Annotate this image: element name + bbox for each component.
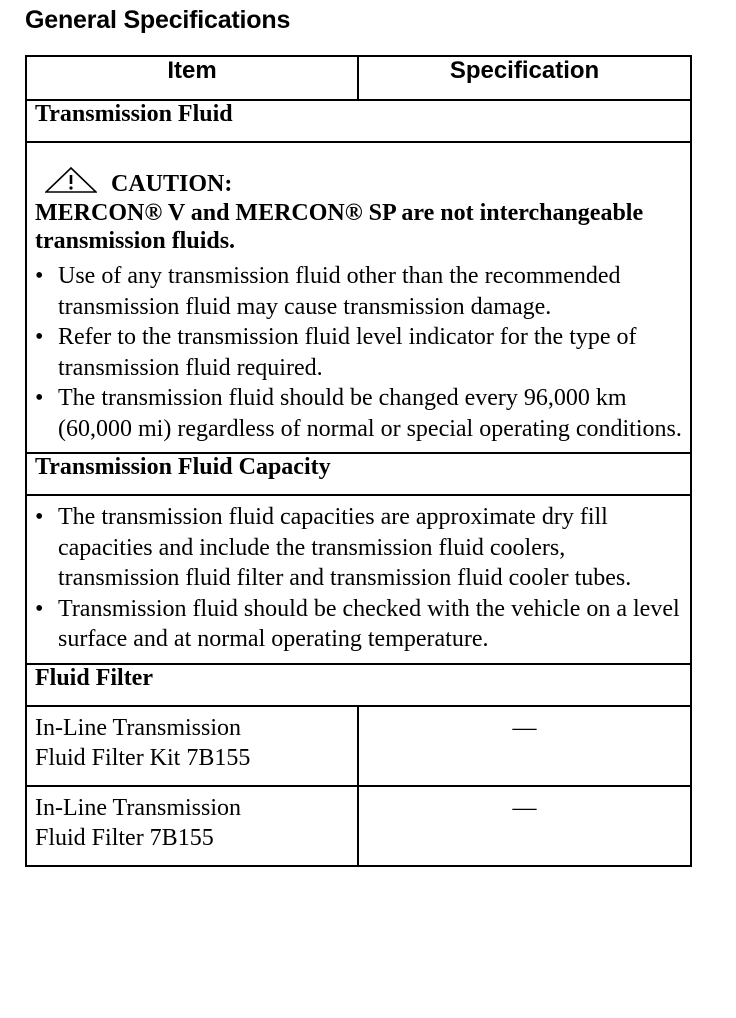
item-text-line: In-Line Transmission bbox=[35, 714, 242, 741]
section-title-transmission-fluid-capacity: Transmission Fluid Capacity bbox=[26, 453, 691, 495]
section-body-transmission-fluid bbox=[26, 142, 691, 453]
table-row bbox=[26, 706, 691, 786]
list-item: • Transmission fluid should be checked with the vehicle on a level surface and at normal operating temperature. bbox=[35, 594, 682, 655]
caution-text: MERCON® V and MERCON® SP are not interchangeable transmission fluids. bbox=[35, 200, 644, 254]
bullet-list bbox=[35, 261, 682, 444]
spec-cell: — bbox=[358, 706, 691, 786]
item-cell bbox=[26, 706, 358, 786]
bullet-list bbox=[35, 502, 682, 655]
section-row-transmission-fluid-capacity bbox=[26, 453, 691, 495]
item-text-line: Fluid Filter 7B155 bbox=[35, 825, 214, 851]
section-title-transmission-fluid: Transmission Fluid bbox=[26, 100, 691, 142]
column-header-item: Item bbox=[26, 56, 358, 100]
transmission-fluid-notes bbox=[26, 142, 691, 453]
section-row-transmission-fluid bbox=[26, 100, 691, 142]
section-row-fluid-filter bbox=[26, 664, 691, 706]
transmission-fluid-capacity-notes bbox=[26, 495, 691, 664]
section-title-fluid-filter: Fluid Filter bbox=[26, 664, 691, 706]
table-header-row bbox=[26, 56, 691, 100]
section-body-transmission-fluid-capacity bbox=[26, 495, 691, 664]
item-text-line: In-Line Transmission bbox=[35, 794, 242, 821]
list-item: • The transmission fluid should be changed every 96,000 km (60,000 mi) regardless of normal or special operating conditions. bbox=[35, 383, 682, 444]
list-item: • Use of any transmission fluid other than the recommended transmission fluid may cause transmission damage. bbox=[35, 261, 682, 322]
list-item: • The transmission fluid capacities are approximate dry fill capacities and include the transmission fluid coolers, transmission fluid filter and transmission fluid cooler tubes. bbox=[35, 502, 682, 594]
caution-label: CAUTION: bbox=[111, 170, 233, 197]
page-title: General Specifications bbox=[25, 6, 291, 34]
specifications-table bbox=[25, 55, 692, 867]
table-row bbox=[26, 786, 691, 866]
spec-cell: — bbox=[358, 786, 691, 866]
item-text-line: Fluid Filter Kit 7B155 bbox=[35, 745, 251, 771]
caution-heading bbox=[35, 159, 682, 199]
item-cell bbox=[26, 786, 358, 866]
list-item: • Refer to the transmission fluid level indicator for the type of transmission fluid required. bbox=[35, 322, 682, 383]
column-header-specification: Specification bbox=[358, 56, 691, 100]
warning-triangle-icon bbox=[45, 167, 97, 193]
